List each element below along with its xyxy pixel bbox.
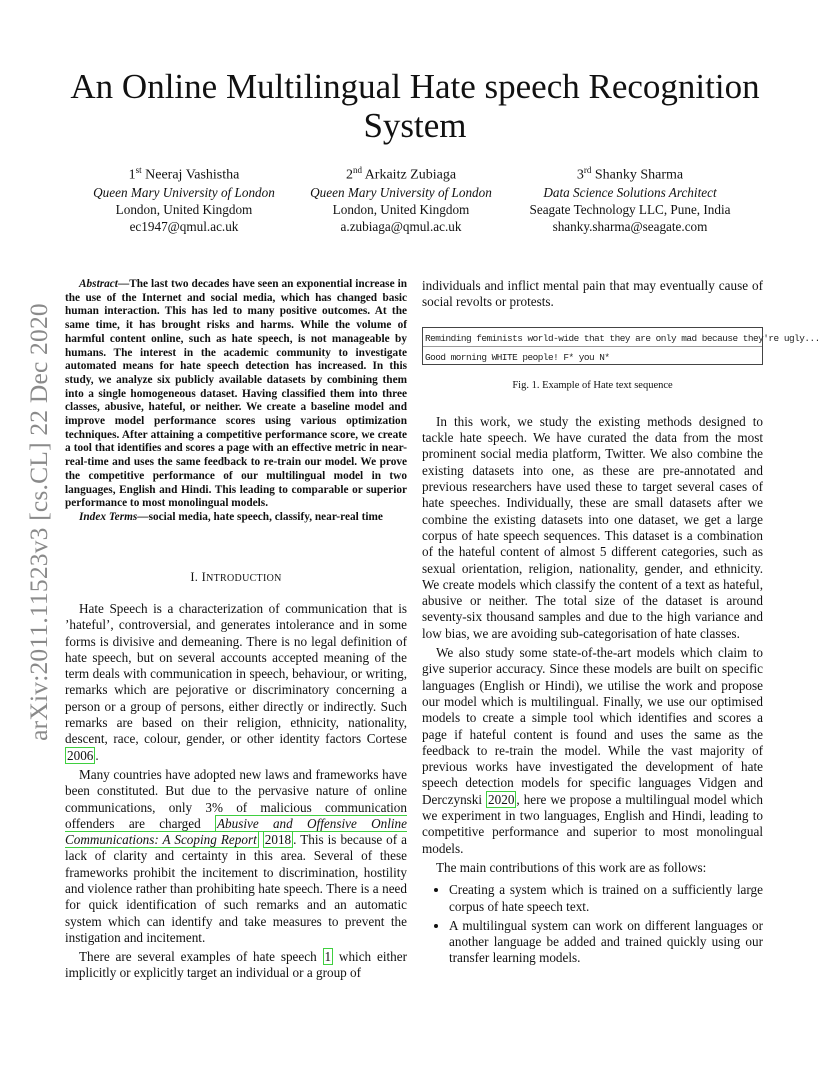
- author-location: London, United Kingdom: [332, 201, 470, 217]
- paragraph-intro-3: There are several examples of hate speech 1 which either implicitly or explicitly target an individual or a group of: [65, 949, 407, 981]
- figure-hate-text-examples: [422, 327, 820, 365]
- list-item: • A multilingual system can work on different languages or another language be added and trained quickly using our transfer learning models.: [449, 918, 763, 967]
- abstract: Abstract—The last two decades have seen an exponential increase in the use of the Internet and social media, which has changed basic human interaction. This has led to many positive outcomes. At the same time, it has brought risks and harms. While the volume of harmful content online, such as hate speech, is not manageable by humans. The interest in the academic community to investigate automated means for hate speech detection has increased. In this study, we analyze six publicly available datasets by combining them into a single homogeneous dataset. Having classified them into three classes, abusive, hateful, or neither. We create a baseline model and improve model performance scores using various optimization techniques. After attaining a competitive performance score, we create a tool that identifies and scores a page with an effective metric in near-real-time and uses the same feedback to re-train our model. We prove the competitive performance of our multilingual model in two languages, English and Hindi. This leading to comparable or superior performance to most monolingual models.: [65, 278, 407, 510]
- section-heading-introduction: I. INTRODUCTION: [190, 569, 282, 584]
- author-affiliation: Queen Mary University of London: [93, 184, 275, 200]
- author-block-1: [64, 162, 304, 235]
- figure-reference-link[interactable]: 1: [324, 949, 332, 965]
- author-name: 2nd Arkaitz Zubiaga: [345, 165, 457, 183]
- author-name: 3rd Shanky Sharma: [576, 165, 684, 183]
- figure-caption: Fig. 1. Example of Hate text sequence: [512, 379, 673, 391]
- paragraph-intro-3-continued: individuals and inflict mental pain that may eventually cause of social revolts or protests.: [422, 278, 763, 310]
- index-terms: Index Terms—social media, hate speech, classify, near-real time: [79, 510, 383, 523]
- citation-link[interactable]: 2020: [488, 791, 515, 807]
- citation-link-title[interactable]: Abusive and Offensive Online Communications: A Scoping Report: [65, 815, 407, 848]
- author-affiliation: Data Science Solutions Architect: [543, 184, 717, 200]
- author-name: 1st Neeraj Vashistha: [128, 165, 240, 183]
- author-block-3: [510, 162, 750, 235]
- list-item: • Creating a system which is trained on a sufficiently large corpus of hate speech text.: [449, 882, 763, 915]
- paper-title: An Online Multilingual Hate speech Recognition System: [70, 67, 760, 145]
- paragraph-intro-1: Hate Speech is a characterization of communication that is ’hateful’, controversial, and generates intolerance and in some forms is divisive and demeaning. There is no legal definition of hate speech, but on several accounts accepted meaning of the term deals with communication in speech, behaviour, or writing, remarks which are pejorative or discriminatory concerning a person or a group of persons, either directly or indirectly. Such remarks are based on their religion, ethnicity, nationality, descent, race, colour, gender, or other identity factors Cortese 2006 .: [65, 600, 407, 763]
- author-email: ec1947@qmul.ac.uk: [129, 218, 239, 234]
- author-email: shanky.sharma@seagate.com: [552, 218, 708, 234]
- figure-text-line-1: Reminding feminists world-wide that they are only mad because they're ugly...: [425, 332, 820, 344]
- paragraph-intro-4: In this work, we study the existing methods designed to tackle hate speech. We have curated the data from the most prominent social media platform, Twitter. We also combine the existing datasets into one, as these are pre-annotated and previous researchers have used these to target several cases of hate speeches. Individually, these are small datasets after we combine the existing datasets into one dataset, we get a large corpus of hate speech sequences. This dataset is a combination of the hateful content of almost 5 different categories, such as sexual orientation, religion, nationality, gender, and ethnicity. We create models which classify the content of a text as hateful, abusive or neither. The total size of the dataset is around seventy-six thousand samples and due to the high variance and low bias, we are avoiding sub-categorisation of hate classes.: [422, 413, 763, 641]
- citation-link[interactable]: 2018: [264, 832, 292, 848]
- author-location: Seagate Technology LLC, Pune, India: [529, 201, 731, 217]
- paragraph-intro-2: Many countries have adopted new laws and frameworks have been constituted. But due to the pervasive nature of online communications, only 3% of malicious communication offenders are charged Abusive and Offensive Online Communications: A Scoping Report 2018 . This is because of a lack of clarity and certainty in this area. Several of these frameworks prohibit the incitement to discrimination, hostility and violence rather than prohibiting hate speech. There is a need for quick identification of such remarks and an automatic system which can identify and take measures to prevent the instigation and incitement.: [65, 766, 408, 945]
- right-column: [422, 278, 820, 970]
- paragraph-contributions-intro: The main contributions of this work are as follows:: [436, 859, 707, 875]
- arxiv-sidebar: [14, 285, 64, 760]
- author-location: London, United Kingdom: [115, 201, 253, 217]
- paragraph-intro-5: We also study some state-of-the-art models which claim to give superior accuracy. Since these models are built on specific languages (English or Hindi), we utilise the work and propose our model which is multilingual. Finally, we use our optimised models to create a simple tool which identifies and scores a page if hateful content is found and uses the same as the feedback to re-train the model. While the vast majority of previous works have investigated the development of hate speech detection models for specific languages Vidgen and Derczynski 2020 , here we propose a multilingual model which we experiment in two languages, English and Hindi, leading to competitive performance and superior to most monolingual models.: [422, 645, 763, 856]
- author-affiliation: Queen Mary University of London: [310, 184, 492, 200]
- left-column: [65, 278, 407, 982]
- author-block-2: [281, 162, 521, 235]
- arxiv-identifier: arXiv:2011.11523v3 [cs.CL] 22 Dec 2020: [24, 303, 53, 741]
- figure-text-line-2: Good morning WHITE people! F* you N*: [425, 351, 610, 363]
- author-email: a.zubiaga@qmul.ac.uk: [340, 218, 462, 234]
- contributions-list: [422, 882, 763, 966]
- citation-link[interactable]: 2006: [67, 747, 94, 763]
- figure-divider: [423, 346, 762, 347]
